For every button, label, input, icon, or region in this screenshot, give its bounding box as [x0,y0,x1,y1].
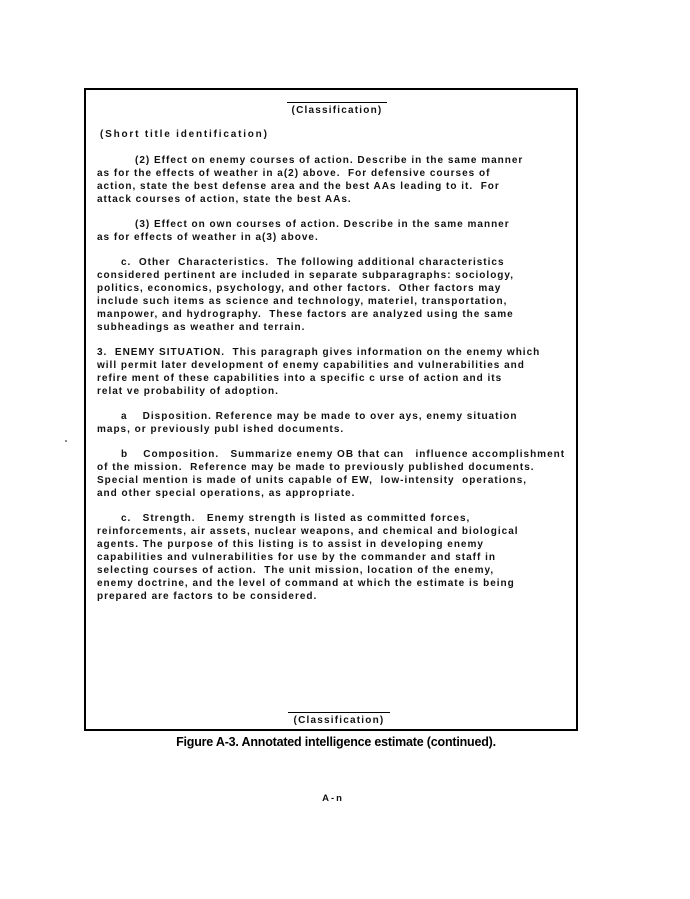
paragraph-disposition [97,410,573,436]
paragraph-effect-enemy-coa [97,154,573,206]
page-number: A-n [322,793,344,804]
paragraph-line: c. Other Characteristics. The following additional characteristics [121,257,505,268]
paragraph-line: prepared are factors to be considered. [97,591,318,602]
paragraph-other-characteristics [97,256,573,334]
paragraph-effect-own-coa [97,218,573,244]
paragraph-line: will permit later development of enemy capabilities and vulnerabilities and [97,360,525,371]
paragraph-strength [97,512,573,603]
paragraph-line: c. Strength. Enemy strength is listed as committed forces, [121,513,471,524]
short-title-identification: (Short title identification) [100,129,269,140]
paragraph-line: maps, or previously publ ished documents. [97,424,345,435]
estimate-body [97,154,573,615]
paragraph-line: and other special operations, as appropriate. [97,488,356,499]
paragraph-line: include such items as science and technology, materiel, transportation, [97,296,508,307]
paragraph-line: (2) Effect on enemy courses of action. Describe in the same manner [135,155,524,166]
paragraph-line: agents. The purpose of this listing is to assist in developing enemy [97,539,484,550]
paragraph-composition [97,448,573,500]
paragraph-line: refire ment of these capabilities into a specific c urse of action and its [97,373,503,384]
paragraph-line: selecting courses of action. The unit mission, location of the enemy, [97,565,495,576]
paragraph-line: as for the effects of weather in a(2) above. For defensive courses of [97,168,491,179]
paragraph-line: considered pertinent are included in separate subparagraphs: sociology, [97,270,515,281]
paragraph-line: politics, economics, psychology, and other factors. Other factors may [97,283,502,294]
paragraph-line: (3) Effect on own courses of action. Describe in the same manner [135,219,510,230]
paragraph-enemy-situation [97,346,573,398]
paragraph-line: b Composition. Summarize enemy OB that can influence accomplishment [121,449,566,460]
paragraph-line: a Disposition. Reference may be made to over ays, enemy situation [121,411,518,422]
paragraph-line: 3. ENEMY SITUATION. This paragraph gives information on the enemy which [97,347,541,358]
footer-classification: (Classification) [288,712,390,727]
paragraph-line: capabilities and vulnerabilities for use by the commander and staff in [97,552,496,563]
figure-frame [84,88,578,731]
paragraph-line: attack courses of action, state the best AAs. [97,194,352,205]
paragraph-line: relat ve probability of adoption. [97,386,279,397]
paragraph-line: Special mention is made of units capable of EW, low-intensity operations, [97,475,528,486]
paragraph-line: as for effects of weather in a(3) above. [97,232,319,243]
header-classification: (Classification) [287,102,387,117]
paragraph-line: reinforcements, air assets, nuclear weapons, and chemical and biological [97,526,519,537]
paragraph-line: subheadings as weather and terrain. [97,322,306,333]
figure-caption: Figure A-3. Annotated intelligence estimate (continued). [176,735,496,749]
paragraph-line: of the mission. Reference may be made to previously published documents. [97,462,535,473]
stray-mark [65,440,67,442]
paragraph-line: manpower, and hydrography. These factors are analyzed using the same [97,309,514,320]
paragraph-line: enemy doctrine, and the level of command at which the estimate is being [97,578,515,589]
paragraph-line: action, state the best defense area and the best AAs leading to it. For [97,181,500,192]
